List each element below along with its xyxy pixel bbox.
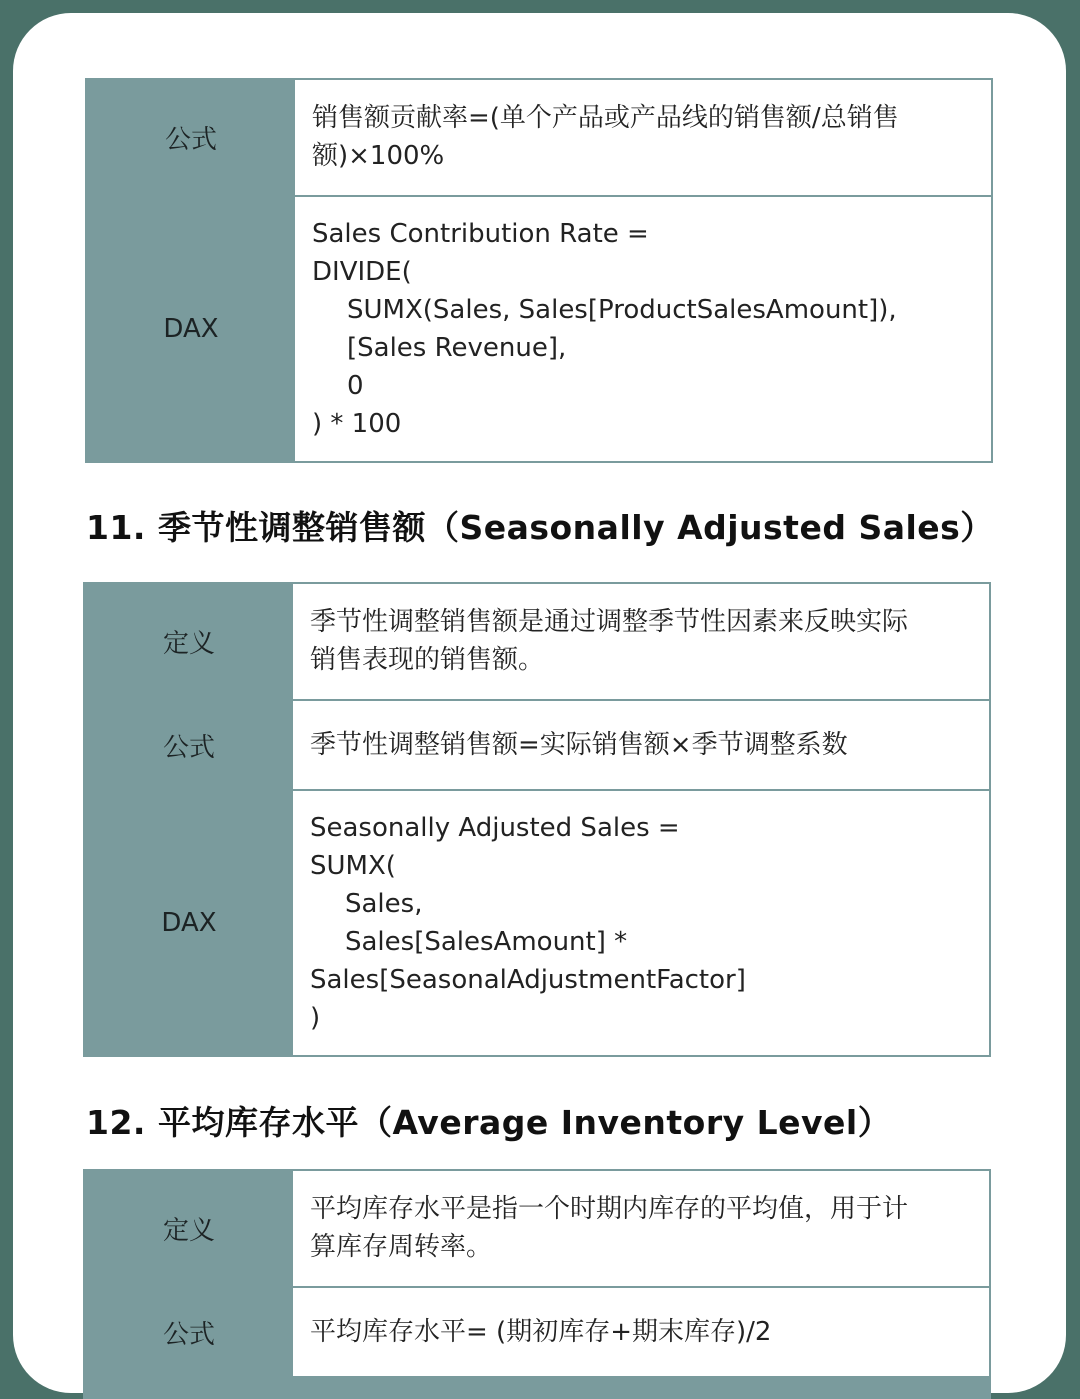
row-label-definition: 定义 bbox=[162, 629, 215, 659]
row-label-dax: DAX bbox=[161, 908, 217, 938]
section-heading-12: 12. 平均库存水平（Average Inventory Level） bbox=[86, 1103, 892, 1142]
row-label-formula: 公式 bbox=[164, 125, 217, 155]
section-heading-11: 11. 季节性调整销售额（Seasonally Adjusted Sales） bbox=[86, 508, 994, 547]
metric-table-seasonally-adjusted-sales bbox=[83, 582, 991, 1057]
definition-cell: 季节性调整销售额是通过调整季节性因素来反映实际 销售表现的销售额。 bbox=[293, 584, 989, 699]
row-label-formula: 公式 bbox=[162, 732, 215, 763]
formula-cell: 季节性调整销售额=实际销售额×季节调整系数 bbox=[293, 701, 989, 789]
formula-cell: 销售额贡献率=(单个产品或产品线的销售额/总销售 额)×100% bbox=[295, 80, 991, 195]
metric-table-sales-contribution bbox=[85, 78, 993, 463]
dax-code-cell: Seasonally Adjusted Sales = SUMX( Sales, Sales[SalesAmount] * Sales[SeasonalAdjustmentFactor] ) bbox=[293, 791, 989, 1055]
formula-cell: 平均库存水平= (期初库存+期末库存)/2 bbox=[293, 1288, 989, 1376]
row-label-dax: DAX bbox=[163, 314, 219, 344]
metric-table-average-inventory-level bbox=[83, 1169, 991, 1399]
dax-code-cell: Sales Contribution Rate = DIVIDE( SUMX(Sales, Sales[ProductSalesAmount]), [Sales Revenue], 0 ) * 100 bbox=[295, 197, 991, 461]
row-label-formula: 公式 bbox=[162, 1319, 215, 1350]
row-label-definition: 定义 bbox=[162, 1216, 215, 1246]
definition-cell: 平均库存水平是指一个时期内库存的平均值，用于计 算库存周转率。 bbox=[293, 1171, 989, 1286]
